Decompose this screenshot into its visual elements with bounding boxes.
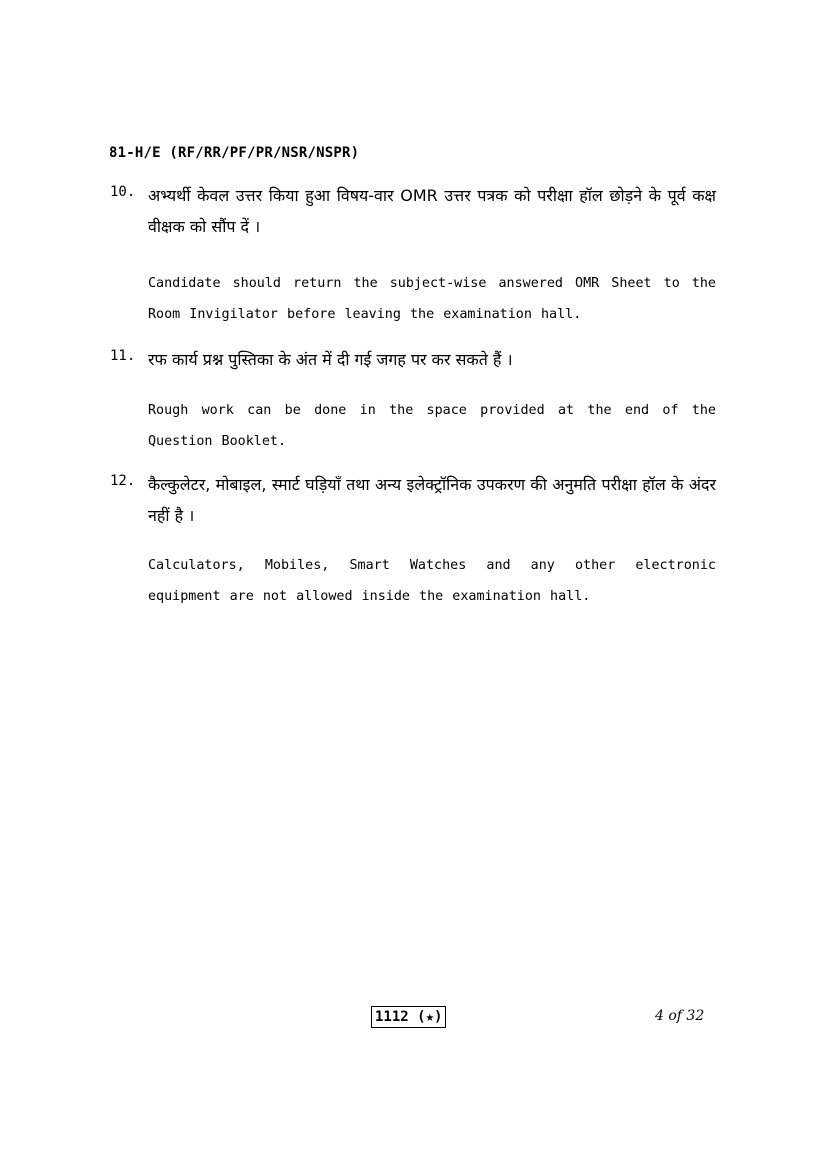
instruction-number: 11. — [110, 348, 136, 364]
instruction-number: 10. — [110, 184, 136, 200]
instruction-hindi-text: कैल्कुलेटर, मोबाइल, स्मार्ट घड़ियाँ तथा अन्य इलेक्ट्रॉनिक उपकरण की अनुमति परीक्षा हॉल के अंदर नहीं है । — [148, 475, 716, 525]
booklet-code-box: 1112 (★) — [371, 1006, 446, 1028]
instruction-number: 12. — [110, 473, 136, 489]
page-indicator: 4 of 32 — [655, 1008, 705, 1024]
instruction-english-text: Calculators, Mobiles, Smart Watches and any other electronic equipment are not allowed inside the examination hall. — [148, 558, 716, 604]
instruction-english-text: Candidate should return the subject-wise answered OMR Sheet to the Room Invigilator before leaving the examination hall. — [148, 276, 716, 322]
instruction-english-text: Rough work can be done in the space provided at the end of the Question Booklet. — [148, 403, 716, 449]
instruction-hindi-text: रफ कार्य प्रश्न पुस्तिका के अंत में दी गई जगह पर कर सकते हैं । — [148, 350, 513, 369]
paper-code-header: 81-H/E (RF/RR/PF/PR/NSR/NSPR) — [109, 145, 360, 161]
instruction-hindi-text: अभ्यर्थी केवल उत्तर किया हुआ विषय-वार OMR उत्तर पत्रक को परीक्षा हॉल छोड़ने के पूर्व कक्ष वीक्षक को सौंप दें । — [148, 186, 716, 236]
